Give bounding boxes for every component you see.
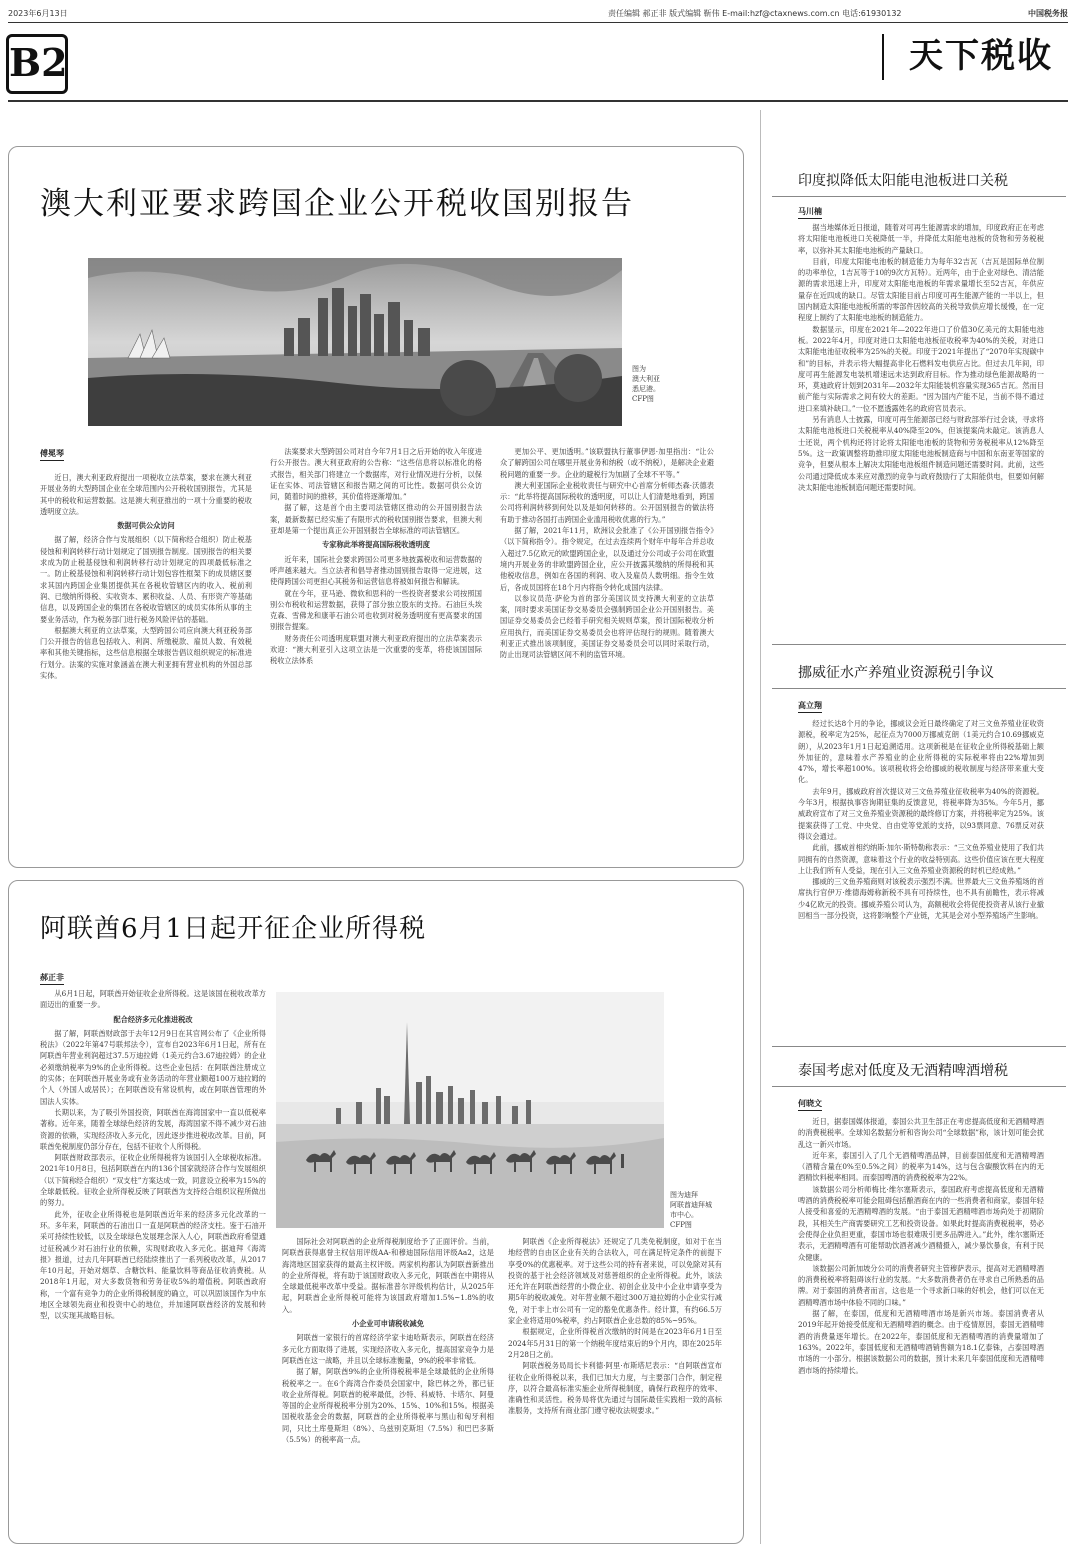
paragraph: 另有消息人士披露，印度可再生能源部已经与财政部举行过会谈，寻求将太阳能电池板进口关税税率从40%降至20%，但该提案尚未敲定。该消息人士还说，两个机构还将讨论将太阳能电池板的货物和劳务税税率从12%降至5%。这一政策调整将助推印度太阳能电池板制造商与中国和东南亚等国家的竞争，但要从根本上解决太阳能电池板组件制造问题还需要时间。此前，这些公司通过降低成本来应对激烈的竞争与政府鼓励行了太阳能供电，但要如何解决太阳能电池板制造问题还需要时间。	[798, 415, 1044, 492]
masthead-line	[8, 6, 1068, 20]
subheading: 数据可供公众访问	[117, 521, 175, 531]
side-title-norway: 挪威征水产养殖业资源税引争议	[798, 665, 994, 681]
side-norway-text	[798, 718, 1044, 1040]
side-break-1	[772, 644, 1066, 645]
paragraph: 据了解，阿联酋财政部于去年12月9日在其官网公布了《企业所得税法》（2022年第47号联邦法令），宣布自2023年6月1日起，所有在阿联酋年营业利润超过37.5万迪拉姆（1美元约合3.67迪拉姆）的企业必须缴纳税率为9%的企业所得税。这些企业包括：在阿联酋注册成立的实体；在阿联酋开展业务或有业务活动的年营业额超100万迪拉姆的个人（外国人或居民）；在阿联酋设有常设机构，或在阿联酋管理的外国法人实体。	[40, 1028, 266, 1106]
paragraph: 近年来，泰国引入了几个无酒精啤酒品牌，目前泰国低度和无酒精啤酒（酒精含量在0%至0.5%之间）的税率为14%，这与包含碳酸饮料在内的无酒精饮料税率相同。而泰国啤酒的消费税税率为22%。	[798, 1150, 1044, 1183]
paragraph: 根据澳大利亚的立法草案，大型跨国公司应向澳大利亚税务部门公开报告的信息包括收入、利润、所缴税款、雇员人数、有效税率和其他关键指标，这些信息根据全球报告倡议组织规定的标准进行划分。法案的实施对象涵盖在澳大利亚拥有营业机构的外国总部实体。	[40, 625, 252, 681]
newspaper-name: 中国税务报	[1028, 9, 1068, 18]
header-rule	[8, 100, 1068, 102]
byline-india: 马川楠	[798, 206, 822, 219]
photo-sydney-harbour	[88, 258, 622, 426]
article2-column-1	[40, 988, 266, 1536]
subheading: 专家称此举将提高国际税收透明度	[322, 540, 430, 550]
paragraph: 经过长达8个月的争论，挪威议会近日最终确定了对三文鱼养殖业征收资源税，税率定为25%，起征点为7000万挪威克朗（1美元约合10.69挪威克朗），从2023年1月1日起追溯适用。这项新税是在征收企业所得税基础上额外加征的，意味着水产养殖业的企业所得税的实际税率将由22%增加到47%，增长率超100%。该项税收将会给挪威的税收制度与经济带来重大变化。	[798, 719, 1044, 785]
paragraph: 据了解，这是首个由主要司法管辖区推动的公开国别报告法案，最新数据已经实施了有限形式的税收国别报告要求，但澳大利亚却是第一个提出真正公开国别报告全球标准的司法管辖区。	[270, 503, 482, 536]
article1-column-1	[40, 472, 252, 858]
paragraph: 国际社会对阿联酋的企业所得税制度给予了正面评价。当前，阿联酋获得惠誉主权信用评级AA-和穆迪国际信用评级Aa2，这是海湾地区国家获得的最高主权评级。两家机构都认为阿联酋新推出的企业所得税，将有助于该国财政收入多元化，阿联酋在中期将从全球最低税率改革中受益。据标准普尔评级机构估计，从2025年起，阿联酋企业所得税可能将为该国政府增加1.5%~1.8%的收入。	[282, 1237, 494, 1314]
paragraph: 挪威的三文鱼养殖商则对该税表示强烈不满。世界最大三文鱼养殖场的首席执行官伊万·维德海姆称新税不具有可持续性，也不具有前瞻性，表示将减少4亿欧元的投资。挪威养殖公司认为，高额税收会将促使投资者从该行业撤回相当一部分投资，这将影响整个产业链，尤其是会对小型养殖场产生影响。	[798, 877, 1044, 921]
paragraph: 更加公平、更加透明。”该联盟执行董事伊恩·加里指出：“让公众了解跨国公司在哪里开展业务和纳税（或不纳税），是解决企业避税问题的重要一步。企业的避税行为加剧了全球不平等。”	[500, 447, 714, 479]
paragraph: 阿联酋《企业所得税法》还规定了几类免税制度，如对于在当地经营的自由区企业有关的合法收入，可在满足特定条件的前提下享受0%的优惠税率。对于这些公司的持有者来说，可以免除对其有投资的基于社会经济领域及对慈善组织的企业所得税。此外，该法还允许在阿联酋经营的小微企业、初创企业及中小企业申请享受为期5年的税收减免。对年营业额不超过300万迪拉姆的小企业实行减免，对于非上市公司有一定的豁免优惠条件。经计算，有约66.5万家企业将适用0%税率，约占阿联酋企业总数的85%~95%。	[508, 1237, 722, 1326]
paragraph: 数据显示，印度在2021年—2022年进口了价值30亿美元的太阳能电池板。2022年4月，印度对进口太阳能电池板征收税率为40%的关税，对进口太阳能电池征收税率为25%的关税。印度于2021年提出了“2070年实现碳中和”的目标，并表示将大幅提高非化石燃料发电供应占比。但过去几年间，印度可再生能源发电装机增速远未达到政府目标。作为推动绿色能源战略的一环，莫迪政府计划到2031年—2032年太阳能装机容量实现365吉瓦。然而目前产能与实际需求之间有较大的差距。“因为国内产能不足，当前不得不通过进口来填补缺口。”一位不愿透露姓名的政府官员表示。	[798, 324, 1044, 413]
paragraph: 此外，征收企业所得税也是阿联酋近年来的经济多元化改革的一环。多年来，阿联酋的石油出口一直是阿联酋的经济支柱。鉴于石油开采可持续性较低，以及全球绿色发展理念深入人心，阿联酋政府希望通过征税减少对石油行业的依赖，实现财政收入多元化。据迪拜《海湾报》报道，过去几年阿联酋已经陆续推出了一系列税收改革，从2017年10月起，开始对烟草、含糖饮料、能量饮料等商品征收消费税。从2018年1月起，对大多数货物和劳务征收5%的增值税。阿联酋政府称，一个富有竞争力的企业所得税制度的确立，可以巩固该国作为中东地区全球领先商业和投资中心的地位，并加速阿联酋经济的发展和转型，以实现其战略目标。	[40, 1209, 266, 1321]
editor-info: 责任编辑 郝正非 版式编辑 靳伟 E-mail:hzf@ctaxnews.com.cn 电话:61930132	[608, 9, 902, 18]
section-title: 天下税收	[896, 32, 1066, 82]
paragraph: 从6月1日起，阿联酋开始征收企业所得税。这是该国在税收改革方面迈出的重要一步。	[40, 989, 266, 1010]
paragraph: 据了解，经济合作与发展组织（以下简称经合组织）防止税基侵蚀和利润转移行动计划规定了国别报告制度。国别报告的相关要求成为防止税基侵蚀和利润转移行动计划规定的四项最低标准之一。防止税基侵蚀和利润转移行动计划包容性框架下的成员辖区要求其国内跨国企业集团提供其在各税收管辖区内的收入、税前利润、已缴纳所得税、实收资本、累积收益、人员、有形资产等基础信息，以及跨国企业的集团在各税收管辖区的成员实体所从事的主要业务活动，作为税务部门进行税务风险评估的基础。	[40, 535, 252, 624]
side-sep-india	[772, 196, 1066, 197]
subheading: 配合经济多元化推进税改	[113, 1014, 193, 1024]
side-india-text	[798, 222, 1044, 634]
paragraph: 近日，澳大利亚政府提出一项税收立法草案，要求在澳大利亚开展业务的大型跨国企业在全球范围内公开税收国别报告，尤其是其中的税收和运营数据。这是澳大利亚推出的一项十分重要的税收透明度立法。	[40, 473, 252, 516]
byline-norway: 高立翔	[798, 700, 822, 713]
paragraph: 法案要求大型跨国公司对自今年7月1日之后开始的收入年度进行公开报告。澳大利亚政府的公告称：“这些信息将以标准化的格式报告，相关部门将建立一个数据库，对行业情况进行分析，以保证在实体、司法管辖区和报告期之间的可比性。数据可供公众访问，随着时间的推移，其价值将逐渐增加。”	[270, 447, 482, 502]
side-break-2	[772, 1046, 1066, 1047]
sidebar-divider	[760, 110, 761, 1544]
photo-caption-uae: 图为迪拜 阿联酋迪拜城 市中心。 CFP图	[670, 1191, 712, 1229]
paragraph: 阿联酋一家银行的首席经济学家卡迪哈斯表示，阿联酋在经济多元化方面取得了进展，实现经济收入多元化，提高国家竞争力是阿联酋在这一战略，并且以全球标准衡量，9%的税率非常低。	[282, 1333, 494, 1365]
side-sep-thailand	[772, 1086, 1066, 1087]
byline-uae: 郝正非	[40, 972, 64, 985]
article1-column-3	[500, 446, 714, 858]
paragraph: 阿联酋税务局局长卡利德·阿里·布斯塔尼表示：“自阿联酋宣布征收企业所得税以来，我们已加大力度，与主要部门合作，制定程序，以符合最高标准实施企业所得税制度，确保行政程序的效率、准确性和灵活性。税务局将优先通过与国际最佳实践相一致的高标准服务，支持所有商业部门遵守税收法规要求。”	[508, 1361, 722, 1416]
side-title-thailand: 泰国考虑对低度及无酒精啤酒增税	[798, 1063, 1008, 1079]
page-number: B2	[6, 34, 68, 94]
paragraph: 目前，印度太阳能电池板的制造能力为每年32吉瓦（吉瓦是国际单位制的功率单位，1吉瓦等于10的9次方瓦特）。近两年，由于企业对绿色、清洁能源的需求迅速上升，印度对太阳能电池板的年需求量增长至52吉瓦，年供应量存在近四成的缺口。尽管太阳能目前占印度可再生能源产能的一半以上，但国内制造太阳能电池板所需的零部件因较高的关税导致供应增长缓慢，在一定程度上制约了太阳能电池板的制造能力。	[798, 256, 1044, 323]
paragraph: 近日，据泰国媒体报道，泰国公共卫生部正在考虑提高低度和无酒精啤酒的消费税税率。全球知名数据分析和咨询公司“全球数据”称，该计划可能会扰乱这一新兴市场。	[798, 1117, 1044, 1149]
subheading: 小企业可申请税收减免	[352, 1319, 424, 1329]
paragraph: 此前，挪威首相约纳斯·加尔·斯特勒称表示：“三文鱼养殖业使用了我们共同拥有的自然资源，意味着这个行业的收益特别高。这些价值应该在更大程度上让我们所有人受益，现在引入三文鱼养殖业资源税的时机已经成熟。”	[798, 843, 1044, 875]
dubai-camels-image	[276, 992, 664, 1228]
paragraph: 以参议员范·萨伦为首的部分美国议员支持澳大利亚的立法草案，同时要求美国证券交易委员会强制跨国企业公开国别报告。美国证券交易委员会已经着手研究相关规则草案，预计国际税收分析应用执行，而美国证券交易委员会也将评估现行的规则。随着澳大利亚正式推出该项制度，美国证券交易委员会可以同时采取行动，防止出现司法管辖区间不利的监管环境。	[500, 593, 714, 660]
paragraph: 阿联酋财政部表示，征收企业所得税将为该国引入全球税收标准。2021年10月8日，包括阿联酋在内的136个国家就经济合作与发展组织（以下简称经合组织）“双支柱”方案达成一致，同意设立税率为15%的全球最低税。征收企业所得税反映了阿联酋为支持经合组织议程所做出的努力。	[40, 1153, 266, 1208]
side-thailand-text	[798, 1116, 1044, 1544]
paragraph: 近年来，国际社会要求跨国公司更多地披露税收和运营数据的呼声越来越大。当立法者和倡导者推动国别报告取得一定进展，这使得跨国公司更担心其税务和运营信息将被如何报告和解读。	[270, 554, 482, 587]
article2-column-3	[508, 1236, 722, 1536]
paragraph: 该数据公司新加坡分公司的消费者研究主管穆萨表示，提高对无酒精啤酒的消费税税率将阻碍该行业的发展。“大多数消费者仍在寻求自己所熟悉的品牌。对于泰国的消费者而言，这也是一个寻求新口味的好机会，他们可以在无酒精啤酒市场中体验不同的口味。”	[798, 1263, 1044, 1307]
paragraph: 据当地媒体近日报道，随着对可再生能源需求的增加，印度政府正在考虑将太阳能电池板进口关税降低一半，并降低太阳能电池板的货物和劳务税税率，以弥补其太阳能电池板的产量缺口。	[798, 223, 1044, 255]
paragraph: 根据规定，企业所得税首次缴纳的时间是在2023年6月1日至2024年5月31日的第一个纳税年度结束后的9个月内，即在2025年2月28日之前。	[508, 1327, 722, 1359]
article1-column-2	[270, 446, 482, 858]
byline-thailand: 何晓文	[798, 1098, 822, 1111]
photo-dubai-camels	[276, 992, 664, 1228]
masthead-rule	[8, 22, 1068, 23]
paragraph: 据了解，在泰国，低度和无酒精啤酒市场是新兴市场。泰国消费者从2019年起开始接受低度和无酒精啤酒的概念。由于疫情原因，泰国无酒精啤酒的消费量逐年增长。在2022年，泰国低度和无酒精啤酒的消费量增加了163%。2022年，泰国低度和无酒精啤酒销售额为18.1亿泰铢，占泰国啤酒市场的一小部分。根据该数据公司的数据，预计未来几年泰国低度和无酒精啤酒市场的持续增长。	[798, 1309, 1044, 1375]
paragraph: 长期以来，为了吸引外国投资，阿联酋在海湾国家中一直以低税率著称。近年来，随着全球绿色经济的发展，海湾国家不得不减少对石油资源的依赖，实现经济收入多元化，因此逐步推进税收改革。目前，阿联酋免税制度仍部分存在，包括不征收个人所得税。	[40, 1107, 266, 1151]
paragraph: 澳大利亚国际企业税收责任与研究中心首席分析师杰森·沃德表示：“此举将提高国际税收的透明度，可以让人们清楚地看到，跨国公司将利润转移到何处以及是如何转移的。公开国别报告的做法将有助于推动各国打击跨国企业滥用税收优惠的行为。”	[500, 480, 714, 524]
issue-date: 2023年6月13日	[8, 9, 68, 18]
side-title-india: 印度拟降低太阳能电池板进口关税	[798, 173, 1008, 189]
paragraph: 据了解，2021年11月，欧洲议会批准了《公开国别报告指令》（以下简称指令）。指令规定，在过去连续两个财年中每年合并总收入超过7.5亿欧元的欧盟跨国企业，以及通过分公司或子公司在欧盟境内开展业务的非欧盟跨国企业，应公开披露其缴纳的所得税和其他税收信息，例如在各国的利润、收入及雇员人数明细。指令生效后，各成员国将在18个月内将指令转化成国内法律。	[500, 526, 714, 592]
sydney-harbour-image	[88, 258, 622, 426]
paragraph: 据了解，阿联酋9%的企业所得税税率是全球最低的企业所得税税率之一。在6个海湾合作委员会国家中，除巴林之外，都已征收企业所得税。阿联酋的税率最低，沙特、科威特、卡塔尔、阿曼等国的企业所得税税率分别为20%、15%、10%和15%。根据美国税收基金会的数据，阿联酋的企业所得税率与黑山和匈牙利相同，只比土库曼斯坦（8%）、乌兹别克斯坦（7.5%）和巴巴多斯（5.5%）的税率高一点。	[282, 1367, 494, 1445]
article-title-uae: 阿联酋6月1日起开征企业所得税	[40, 914, 427, 944]
article2-column-2	[282, 1236, 494, 1536]
paragraph: 就在今年，亚马逊、微软和思科的一些投资者要求公司按照国别公布税收和运营数据，获得了部分独立股东的支持。石油巨头埃克森、雪佛龙和康菲石油公司也收到对税务透明度有更高要求的国别报告提案。	[270, 588, 482, 632]
paragraph: 财务责任公司透明度联盟对澳大利亚政府提出的立法草案表示欢迎：“澳大利亚引入这项立法是一次重要的变革，将使该国国际税收立法体系	[270, 633, 482, 666]
article-title-australia: 澳大利亚要求跨国企业公开税收国别报告	[40, 186, 634, 222]
side-sep-norway	[772, 688, 1066, 689]
byline-australia: 傅冕琴	[40, 448, 64, 461]
paragraph: 该数据公司分析师梅比·维尔塞斯表示，泰国政府考虑提高低度和无酒精啤酒的消费税税率可能会阻碍包括酿酒商在内的一些消费者和商家，泰国年轻人接受和喜爱的无酒精啤酒的发展。“由于泰国无酒精啤酒市场尚处于初期阶段，其相关生产商需要研究工艺和投资设备。如果此时提高消费税税率，势必会使得企业负担更重，泰国市场也很难吸引更多品牌进入。”此外，维尔塞斯还表示，无酒精啤酒有可能帮助饮酒者减少酒精摄入，减少暴饮暴食，有利于民众健康。	[798, 1184, 1044, 1262]
paragraph: 去年9月，挪威政府首次提议对三文鱼养殖业征收税率为40%的资源税。今年3月，根据执事咨询期征集的反馈意见，将税率降为35%。今年5月，挪威政府宣布了对三文鱼养殖业资源税的最终修订方案，并将税率定为25%。该提案获得了工党、中央党、自由党等党派的支持，以93票同意、76票反对获得议会通过。	[798, 786, 1044, 841]
photo-caption-australia: 图为 澳大利亚 悉尼港。 CFP图	[632, 365, 660, 403]
